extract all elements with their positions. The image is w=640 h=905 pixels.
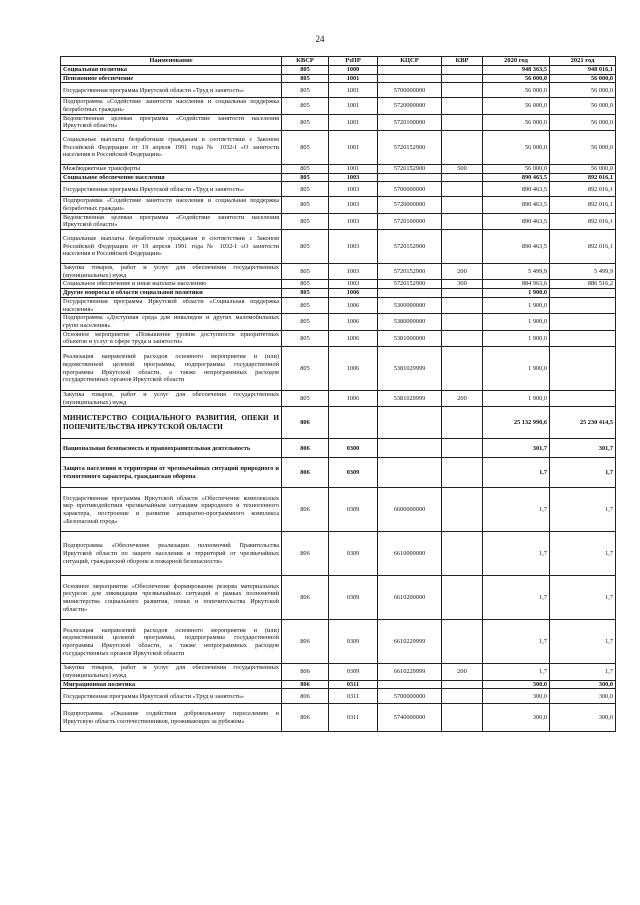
row-name: Подпрограмма «Оказание содействия добровольному переселению в Иркутскую область соотечественников, проживающих за рубежом» — [61, 704, 282, 732]
row-2021: 300,0 — [550, 704, 616, 732]
table-row — [61, 347, 616, 391]
row-rzpr: 0311 — [329, 689, 378, 704]
header-2020: 2020 год — [483, 57, 550, 66]
row-kvr — [442, 620, 483, 664]
row-2021 — [550, 314, 616, 330]
row-2020: 56 000,0 — [483, 114, 550, 130]
row-rzpr: 1001 — [329, 83, 378, 98]
row-kvsr: 805 — [282, 314, 329, 330]
table-row — [61, 173, 616, 182]
row-rzpr: 1006 — [329, 289, 378, 298]
table-row — [61, 407, 616, 439]
row-rzpr: 1003 — [329, 197, 378, 213]
row-rzpr: 1006 — [329, 298, 378, 314]
row-kcsr: 6600000000 — [378, 488, 442, 532]
row-2020: 300,0 — [483, 680, 550, 689]
row-kvr — [442, 298, 483, 314]
row-name: Подпрограмма «Содействие занятости населения и социальная поддержка безработных граждан» — [61, 98, 282, 114]
row-kcsr: 5720152900 — [378, 165, 442, 174]
row-name: Социальные выплаты безработным гражданам в соответствии с Законом Российской Федерации от 19 апреля 1991 года № 1032-I «О занятости населения в Российской Федерации» — [61, 131, 282, 165]
row-2021: 886 516,2 — [550, 280, 616, 289]
row-rzpr: 1003 — [329, 230, 378, 264]
row-rzpr: 1003 — [329, 173, 378, 182]
row-kcsr: 5720000000 — [378, 197, 442, 213]
row-name: Основное мероприятие «Обеспечение формирования резерва материальных ресурсов для ликвидации чрезвычайных ситуаций в рамках полномочий министерства социального развития, опеки и попечительства Иркутской области» — [61, 576, 282, 620]
row-rzpr: 0309 — [329, 458, 378, 488]
row-name: Социальная политика — [61, 66, 282, 75]
row-kvsr: 806 — [282, 680, 329, 689]
table-row — [61, 131, 616, 165]
table-row — [61, 280, 616, 289]
row-kvr — [442, 347, 483, 391]
row-kvr — [442, 213, 483, 229]
row-2020: 56 000,0 — [483, 98, 550, 114]
row-kvsr: 806 — [282, 407, 329, 439]
row-kvsr: 806 — [282, 439, 329, 458]
row-2021: 300,0 — [550, 680, 616, 689]
row-kcsr — [378, 173, 442, 182]
table-row — [61, 114, 616, 130]
row-kvsr: 805 — [282, 74, 329, 83]
row-kvsr: 805 — [282, 347, 329, 391]
row-rzpr: 1000 — [329, 66, 378, 75]
row-2021 — [550, 298, 616, 314]
row-kvsr: 805 — [282, 114, 329, 130]
row-rzpr: 1001 — [329, 98, 378, 114]
row-kvsr: 805 — [282, 173, 329, 182]
row-2020: 1 900,0 — [483, 330, 550, 346]
row-kvsr: 805 — [282, 213, 329, 229]
row-name: Ведомственная целевая программа «Содействие занятости населения Иркутской области» — [61, 213, 282, 229]
row-kcsr: 5720152900 — [378, 280, 442, 289]
row-rzpr: 0309 — [329, 576, 378, 620]
page-number: 24 — [315, 34, 325, 44]
row-rzpr: 1003 — [329, 182, 378, 197]
row-name: Подпрограмма «Доступная среда для инвалидов и других маломобильных групп населения» — [61, 314, 282, 330]
row-2021: 892 016,1 — [550, 182, 616, 197]
row-kvr — [442, 289, 483, 298]
row-kvr — [442, 230, 483, 264]
row-rzpr: 0300 — [329, 439, 378, 458]
row-2020: 1,7 — [483, 620, 550, 664]
row-kcsr — [378, 407, 442, 439]
row-kcsr: 5720100000 — [378, 213, 442, 229]
row-2021: 948 016,1 — [550, 66, 616, 75]
table-row — [61, 230, 616, 264]
row-kvsr: 805 — [282, 391, 329, 407]
row-name: Подпрограмма «Содействие занятости населения и социальная поддержка безработных граждан» — [61, 197, 282, 213]
row-kvr — [442, 407, 483, 439]
row-rzpr: 1003 — [329, 280, 378, 289]
row-kcsr: 5381029999 — [378, 347, 442, 391]
row-kcsr: 6610000000 — [378, 532, 442, 576]
row-2020: 1,7 — [483, 488, 550, 532]
row-rzpr: 0311 — [329, 704, 378, 732]
row-2021: 892 016,1 — [550, 197, 616, 213]
row-name: Защита населения и территории от чрезвычайных ситуаций природного и техногенного характера, гражданская оборона — [61, 458, 282, 488]
row-2021 — [550, 347, 616, 391]
row-kvr — [442, 458, 483, 488]
row-kvsr: 805 — [282, 165, 329, 174]
row-2021: 892 016,1 — [550, 173, 616, 182]
row-rzpr: 1006 — [329, 391, 378, 407]
row-2021: 301,7 — [550, 439, 616, 458]
table-row — [61, 213, 616, 229]
row-rzpr: 1006 — [329, 314, 378, 330]
row-name: Закупка товаров, работ и услуг для обеспечения государственных (муниципальных) нужд — [61, 664, 282, 680]
table-row — [61, 620, 616, 664]
row-kvsr: 805 — [282, 131, 329, 165]
row-kcsr: 6610200000 — [378, 576, 442, 620]
row-2021: 56 000,0 — [550, 114, 616, 130]
row-kcsr: 5720000000 — [378, 98, 442, 114]
row-kvr: 200 — [442, 664, 483, 680]
table-row — [61, 182, 616, 197]
row-2021 — [550, 289, 616, 298]
row-2021: 1,7 — [550, 458, 616, 488]
row-2020: 56 000,0 — [483, 165, 550, 174]
table-row — [61, 689, 616, 704]
table-row — [61, 264, 616, 280]
row-kvr — [442, 98, 483, 114]
row-2021: 56 000,0 — [550, 165, 616, 174]
table-row — [61, 330, 616, 346]
row-kvr — [442, 173, 483, 182]
row-kvsr: 805 — [282, 264, 329, 280]
table-row — [61, 704, 616, 732]
row-name: Миграционная политика — [61, 680, 282, 689]
row-kcsr: 5700000000 — [378, 182, 442, 197]
row-name: Подпрограмма «Обеспечение реализации полномочий Правительства Иркутской области по защите населения и территорий от чрезвычайных ситуаций, гражданской обороне и пожарной безопасности» — [61, 532, 282, 576]
row-kvr — [442, 83, 483, 98]
table-row — [61, 576, 616, 620]
table-row — [61, 289, 616, 298]
row-name: Пенсионное обеспечение — [61, 74, 282, 83]
row-2020: 890 463,5 — [483, 182, 550, 197]
row-2020: 1 900,0 — [483, 298, 550, 314]
row-kvr — [442, 576, 483, 620]
row-kcsr: 5720152900 — [378, 230, 442, 264]
row-2021: 892 016,1 — [550, 230, 616, 264]
row-2021: 1,7 — [550, 532, 616, 576]
row-kcsr: 5720152900 — [378, 264, 442, 280]
row-2021: 300,0 — [550, 689, 616, 704]
row-kcsr: 5700000000 — [378, 83, 442, 98]
table-row — [61, 439, 616, 458]
table-row — [61, 66, 616, 75]
table-row — [61, 197, 616, 213]
header-2021: 2021 год — [550, 57, 616, 66]
row-rzpr: 1001 — [329, 131, 378, 165]
row-2020: 56 000,0 — [483, 83, 550, 98]
row-rzpr: 0309 — [329, 488, 378, 532]
row-2021: 56 000,0 — [550, 131, 616, 165]
row-kcsr: 5300000000 — [378, 298, 442, 314]
row-kvsr: 806 — [282, 704, 329, 732]
row-2021: 1,7 — [550, 488, 616, 532]
row-kvr: 500 — [442, 165, 483, 174]
row-2020: 890 463,5 — [483, 197, 550, 213]
row-2020: 1 900,0 — [483, 289, 550, 298]
row-kcsr — [378, 289, 442, 298]
header-row — [61, 57, 616, 66]
table-row — [61, 74, 616, 83]
row-kvsr: 805 — [282, 66, 329, 75]
row-name: Закупка товаров, работ и услуг для обеспечения государственных (муниципальных) нужд — [61, 264, 282, 280]
header-kvsr: КВСР — [282, 57, 329, 66]
row-2021: 56 000,0 — [550, 74, 616, 83]
table-row — [61, 458, 616, 488]
row-kvr — [442, 197, 483, 213]
row-rzpr: 1001 — [329, 114, 378, 130]
row-kvr — [442, 114, 483, 130]
row-2021: 25 230 414,5 — [550, 407, 616, 439]
row-kvsr: 805 — [282, 289, 329, 298]
table-row — [61, 664, 616, 680]
row-name: Государственная программа Иркутской области «Труд и занятость» — [61, 83, 282, 98]
row-kvr — [442, 330, 483, 346]
row-rzpr: 0311 — [329, 680, 378, 689]
row-2020: 5 499,9 — [483, 264, 550, 280]
table-row — [61, 314, 616, 330]
row-kcsr: 6610229999 — [378, 664, 442, 680]
row-kcsr: 5380000000 — [378, 314, 442, 330]
row-kvr — [442, 131, 483, 165]
row-kvr — [442, 689, 483, 704]
row-kcsr: 5381029999 — [378, 391, 442, 407]
table-row — [61, 532, 616, 576]
row-kvsr: 805 — [282, 98, 329, 114]
row-kvr — [442, 314, 483, 330]
row-rzpr: 1003 — [329, 264, 378, 280]
row-rzpr: 1003 — [329, 213, 378, 229]
row-kvsr: 805 — [282, 230, 329, 264]
row-rzpr: 0309 — [329, 664, 378, 680]
row-name: Социальное обеспечение населения — [61, 173, 282, 182]
row-name: Реализация направлений расходов основного мероприятия и (или) ведомственной целевой программы, подпрограммы государственной программы Иркутской области, а также непрограммных расходов государственных органов Иркутской области — [61, 620, 282, 664]
row-rzpr: 1001 — [329, 74, 378, 83]
row-kvsr: 806 — [282, 458, 329, 488]
row-name: Другие вопросы в области социальной политики — [61, 289, 282, 298]
row-2020: 300,0 — [483, 704, 550, 732]
row-2020: 884 963,6 — [483, 280, 550, 289]
header-kvr: КВР — [442, 57, 483, 66]
row-2021: 56 000,0 — [550, 83, 616, 98]
row-name: МИНИСТЕРСТВО СОЦИАЛЬНОГО РАЗВИТИЯ, ОПЕКИ И ПОПЕЧИТЕЛЬСТВА ИРКУТСКОЙ ОБЛАСТИ — [61, 407, 282, 439]
row-kvr: 200 — [442, 391, 483, 407]
row-kvr — [442, 74, 483, 83]
row-kcsr: 6610229999 — [378, 620, 442, 664]
row-kcsr: 5720152900 — [378, 131, 442, 165]
row-rzpr: 0309 — [329, 620, 378, 664]
row-kvsr: 806 — [282, 576, 329, 620]
table-row — [61, 488, 616, 532]
row-kvsr: 806 — [282, 689, 329, 704]
row-2020: 1 900,0 — [483, 391, 550, 407]
row-kvsr: 805 — [282, 280, 329, 289]
row-name: Государственная программа Иркутской области «Обеспечение комплексных мер противодействия чрезвычайным ситуациям природного и техногенного характера, построение и развитие аппаратно-программного комплекса «Безопасный город» — [61, 488, 282, 532]
table-row — [61, 391, 616, 407]
row-kvr — [442, 532, 483, 576]
row-name: Основное мероприятие «Повышение уровня доступности приоритетных объектов и услуг в сфере труда и занятости» — [61, 330, 282, 346]
row-rzpr: 0309 — [329, 532, 378, 576]
row-rzpr — [329, 407, 378, 439]
row-name: Социальные выплаты безработным гражданам в соответствии с Законом Российской Федерации от 19 апреля 1991 года № 1032-I «О занятости населения в Российской Федерации» — [61, 230, 282, 264]
row-2021: 56 000,0 — [550, 98, 616, 114]
row-2021: 1,7 — [550, 576, 616, 620]
row-kvsr: 805 — [282, 182, 329, 197]
row-2021 — [550, 330, 616, 346]
row-kcsr — [378, 458, 442, 488]
row-kcsr — [378, 680, 442, 689]
row-kcsr — [378, 66, 442, 75]
row-kvsr: 805 — [282, 298, 329, 314]
table-body — [61, 66, 616, 732]
row-2021: 5 499,9 — [550, 264, 616, 280]
row-kcsr: 5720100000 — [378, 114, 442, 130]
row-2020: 890 463,5 — [483, 230, 550, 264]
row-kvr — [442, 680, 483, 689]
row-kvr — [442, 182, 483, 197]
row-name: Государственная программа Иркутской области «Социальная поддержка населения» — [61, 298, 282, 314]
row-kvsr: 806 — [282, 532, 329, 576]
row-kvsr: 805 — [282, 330, 329, 346]
row-kcsr: 5740000000 — [378, 704, 442, 732]
row-kcsr: 5700000000 — [378, 689, 442, 704]
row-2020: 56 000,0 — [483, 74, 550, 83]
row-2020: 1 900,0 — [483, 314, 550, 330]
header-name: Наименование — [61, 57, 282, 66]
table-row — [61, 165, 616, 174]
row-kvr — [442, 488, 483, 532]
table-row — [61, 83, 616, 98]
row-2020: 948 363,5 — [483, 66, 550, 75]
row-name: Государственная программа Иркутской области «Труд и занятость» — [61, 689, 282, 704]
row-2021: 892 016,1 — [550, 213, 616, 229]
row-2021: 1,7 — [550, 664, 616, 680]
row-name: Межбюджетные трансферты — [61, 165, 282, 174]
row-kvr: 300 — [442, 280, 483, 289]
row-kvsr: 806 — [282, 664, 329, 680]
budget-table — [60, 56, 616, 732]
table-row — [61, 98, 616, 114]
row-2020: 890 463,5 — [483, 173, 550, 182]
table-row — [61, 298, 616, 314]
row-2020: 1,7 — [483, 458, 550, 488]
row-kvsr: 806 — [282, 488, 329, 532]
row-2020: 1,7 — [483, 664, 550, 680]
row-kcsr — [378, 439, 442, 458]
row-2020: 25 132 990,6 — [483, 407, 550, 439]
row-2020: 1,7 — [483, 576, 550, 620]
row-2020: 300,0 — [483, 689, 550, 704]
header-kcsr: КЦСР — [378, 57, 442, 66]
row-name: Национальная безопасность и правоохранительная деятельность — [61, 439, 282, 458]
row-kvr — [442, 66, 483, 75]
row-kvr — [442, 439, 483, 458]
row-kcsr: 5381000000 — [378, 330, 442, 346]
row-rzpr: 1006 — [329, 330, 378, 346]
row-kvr — [442, 704, 483, 732]
row-name: Государственная программа Иркутской области «Труд и занятость» — [61, 182, 282, 197]
row-2020: 1 900,0 — [483, 347, 550, 391]
row-2021: 1,7 — [550, 620, 616, 664]
row-kcsr — [378, 74, 442, 83]
row-2020: 890 463,5 — [483, 213, 550, 229]
row-kvsr: 805 — [282, 83, 329, 98]
row-kvr: 200 — [442, 264, 483, 280]
row-2020: 56 000,0 — [483, 131, 550, 165]
header-rzpr: РзПР — [329, 57, 378, 66]
row-kvsr: 806 — [282, 620, 329, 664]
row-name: Закупка товаров, работ и услуг для обеспечения государственных (муниципальных) нужд — [61, 391, 282, 407]
row-2020: 301,7 — [483, 439, 550, 458]
row-name: Реализация направлений расходов основного мероприятия и (или) ведомственной целевой программы, подпрограммы государственной программы Иркутской области, а также непрограммных расходов государственных органов Иркутской области — [61, 347, 282, 391]
row-name: Ведомственная целевая программа «Содействие занятости населения Иркутской области» — [61, 114, 282, 130]
row-rzpr: 1001 — [329, 165, 378, 174]
row-2021 — [550, 391, 616, 407]
row-kvsr: 805 — [282, 197, 329, 213]
row-2020: 1,7 — [483, 532, 550, 576]
row-name: Социальное обеспечение и иные выплаты населению — [61, 280, 282, 289]
table-row — [61, 680, 616, 689]
row-rzpr: 1006 — [329, 347, 378, 391]
